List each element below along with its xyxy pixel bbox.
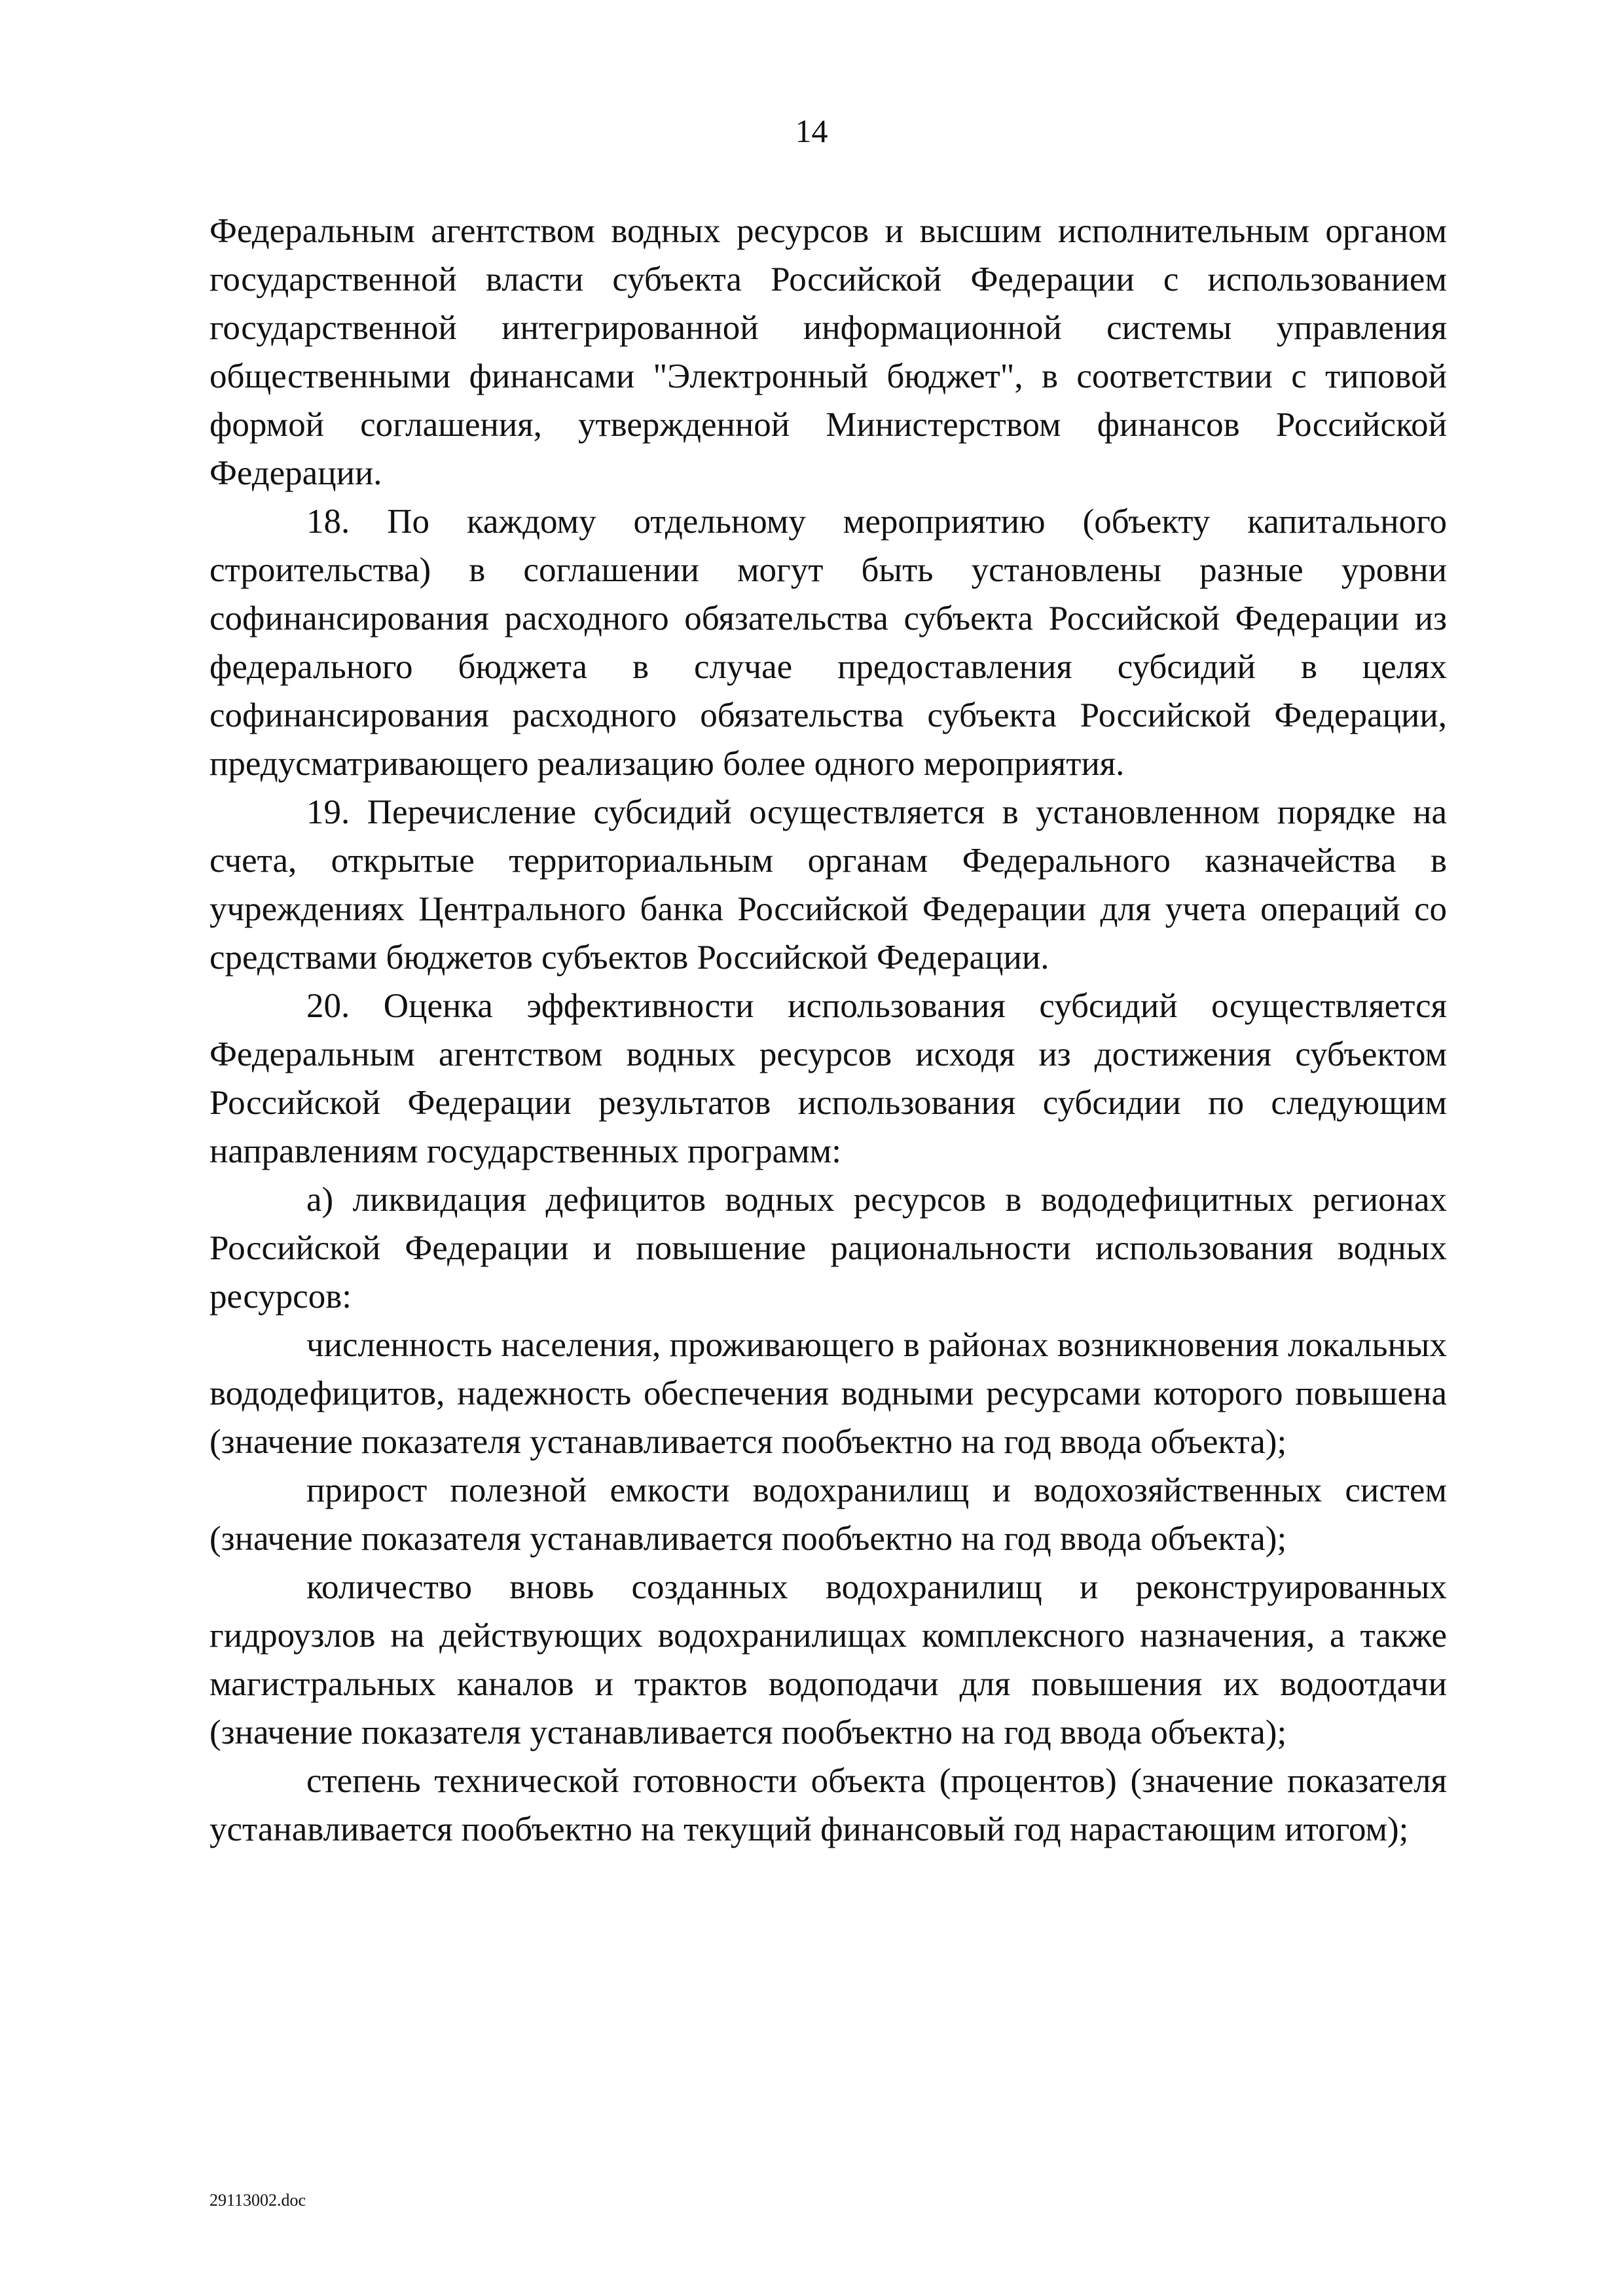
document-code: 29113002.doc — [210, 2191, 306, 2210]
paragraph-continuation: Федеральным агентством водных ресурсов и высшим исполнительным органом государственной власти субъекта Российской Федерации с использованием государственной интегрированной информационной системы управления общественными финансами "Электронный бюджет", в соответствии с типовой формой соглашения, утвержденной Министерством финансов Российской Федерации. — [210, 212, 1447, 492]
paragraph-indicator-capacity: прирост полезной емкости водохранилищ и водохозяйственных систем (значение показателя устанавливается пообъектно на год ввода объекта); — [210, 1471, 1447, 1558]
page-number: 14 — [795, 113, 828, 149]
paragraph-indicator-population: численность населения, проживающего в районах возникновения локальных вододефицитов, надежность обеспечения водными ресурсами которого повышена (значение показателя устанавливается пообъектно на год ввода объекта); — [210, 1326, 1447, 1461]
paragraph-item-20: 20. Оценка эффективности использования субсидий осуществляется Федеральным агентством водных ресурсов исходя из достижения субъектом Российской Федерации результатов использования субсидии по следующим направлениям государственных программ: — [210, 987, 1447, 1170]
paragraph-indicator-readiness: степень технической готовности объекта (процентов) (значение показателя устанавливается пообъектно на текущий финансовый год нарастающим итогом); — [210, 1762, 1447, 1848]
paragraph-item-19: 19. Перечисление субсидий осуществляется в установленном порядке на счета, открытые территориальным органам Федерального казначейства в учреждениях Центрального банка Российской Федерации для учета операций со средствами бюджетов субъектов Российской Федерации. — [210, 793, 1447, 977]
document-body — [210, 207, 1447, 1854]
paragraph-item-18: 18. По каждому отдельному мероприятию (объекту капитального строительства) в соглашении могут быть установлены разные уровни софинансирования расходного обязательства субъекта Российской Федерации из федерального бюджета в случае предоставления субсидий в целях софинансирования расходного обязательства субъекта Российской Федерации, предусматривающего реализацию более одного мероприятия. — [210, 503, 1447, 783]
paragraph-subitem-a: а) ликвидация дефицитов водных ресурсов в вододефицитных регионах Российской Федерации и повышение рациональности использования водных ресурсов: — [210, 1181, 1447, 1316]
paragraph-indicator-reservoirs: количество вновь созданных водохранилищ и реконструированных гидроузлов на действующих водохранилищах комплексного назначения, а также магистральных каналов и трактов водоподачи для повышения их водоотдачи (значение показателя устанавливается пообъектно на год ввода объекта); — [210, 1568, 1447, 1751]
